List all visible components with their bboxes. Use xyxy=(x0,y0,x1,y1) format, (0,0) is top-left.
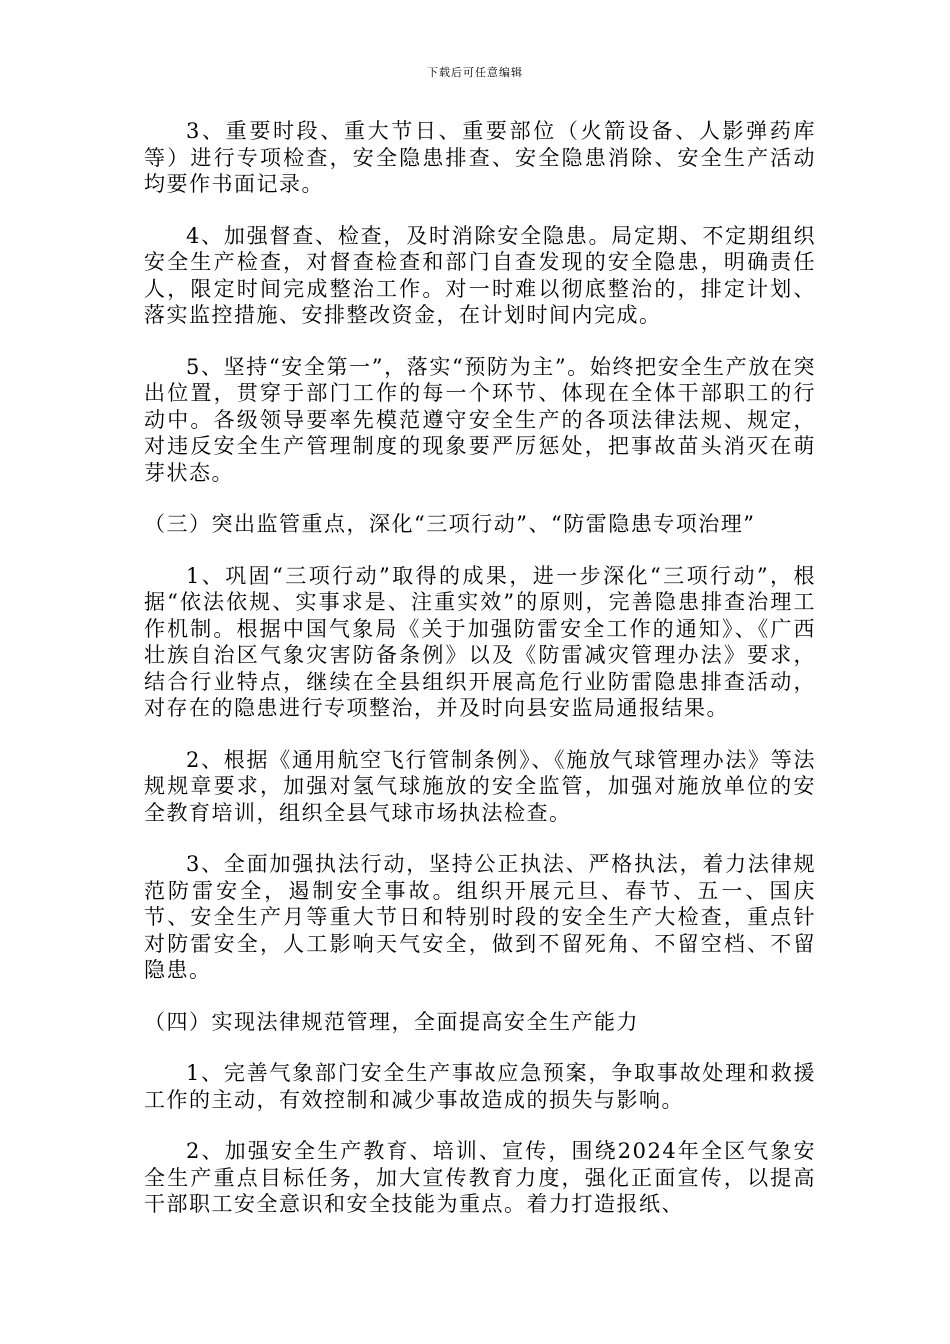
paragraph-item-2-balloon-regulation: 2、根据《通用航空飞行管制条例》、《施放气球管理办法》等法规规章要求，加强对氢气球施放的安全监管，加强对施放单位的安全教育培训，组织全县气球市场执法检查。 xyxy=(144,747,816,825)
paragraph-item-1-three-actions: 1、巩固“三项行动”取得的成果，进一步深化“三项行动”，根据“依法依规、实事求是、注重实效”的原则，完善隐患排查治理工作机制。根据中国气象局《关于加强防雷安全工作的通知》、《广西壮族自治区气象灾害防备条例》以及《防雷减灾管理办法》要求，结合行业特点，继续在全县组织开展高危行业防雷隐患排查活动，对存在的隐患进行专项整治，并及时向县安监局通报结果。 xyxy=(144,563,816,720)
paragraph-item-3-inspection: 3、重要时段、重大节日、重要部位（火箭设备、人影弹药库等）进行专项检查，安全隐患排查、安全隐患消除、安全生产活动均要作书面记录。 xyxy=(144,119,816,196)
paragraph-item-1-emergency-plan: 1、完善气象部门安全生产事故应急预案，争取事故处理和救援工作的主动，有效控制和减少事故造成的损失与影响。 xyxy=(144,1061,816,1112)
paragraph-item-3-law-enforcement: 3、全面加强执法行动，坚持公正执法、严格执法，着力法律规范防雷安全，遏制安全事故。组织开展元旦、春节、五一、国庆节、安全生产月等重大节日和特别时段的安全生产大检查，重点针对防雷安全，人工影响天气安全，做到不留死角、不留空档、不留隐患。 xyxy=(144,852,816,982)
paragraph-item-5-safety-first: 5、坚持“安全第一”，落实“预防为主”。始终把安全生产放在突出位置，贯穿于部门工作的每一个环节、体现在全体干部职工的行动中。各级领导要率先模范遵守安全生产的各项法律法规、规定，对违反安全生产管理制度的现象要严厉惩处，把事故苗头消灭在萌芽状态。 xyxy=(144,354,816,485)
download-note: 下载后可任意编辑 xyxy=(427,66,523,79)
section-heading-4: （四）实现法律规范管理，全面提高安全生产能力 xyxy=(144,1009,639,1034)
paragraph-item-4-supervision: 4、加强督查、检查，及时消除安全隐患。局定期、不定期组织安全生产检查，对督查检查和部门自查发现的安全隐患，明确责任人，限定时间完成整治工作。对一时难以彻底整治的，排定计划、落实监控措施、安排整改资金，在计划时间内完成。 xyxy=(144,223,816,327)
document-body xyxy=(144,118,816,1243)
paragraph-item-2-education: 2、加强安全生产教育、培训、宣传，围绕2024年全区气象安全生产重点目标任务，加大宣传教育力度，强化正面宣传，以提高干部职工安全意识和安全技能为重点。着力打造报纸、 xyxy=(144,1139,816,1216)
section-heading-3: （三）突出监管重点，深化“三项行动”、“防雷隐患专项治理” xyxy=(144,512,756,536)
